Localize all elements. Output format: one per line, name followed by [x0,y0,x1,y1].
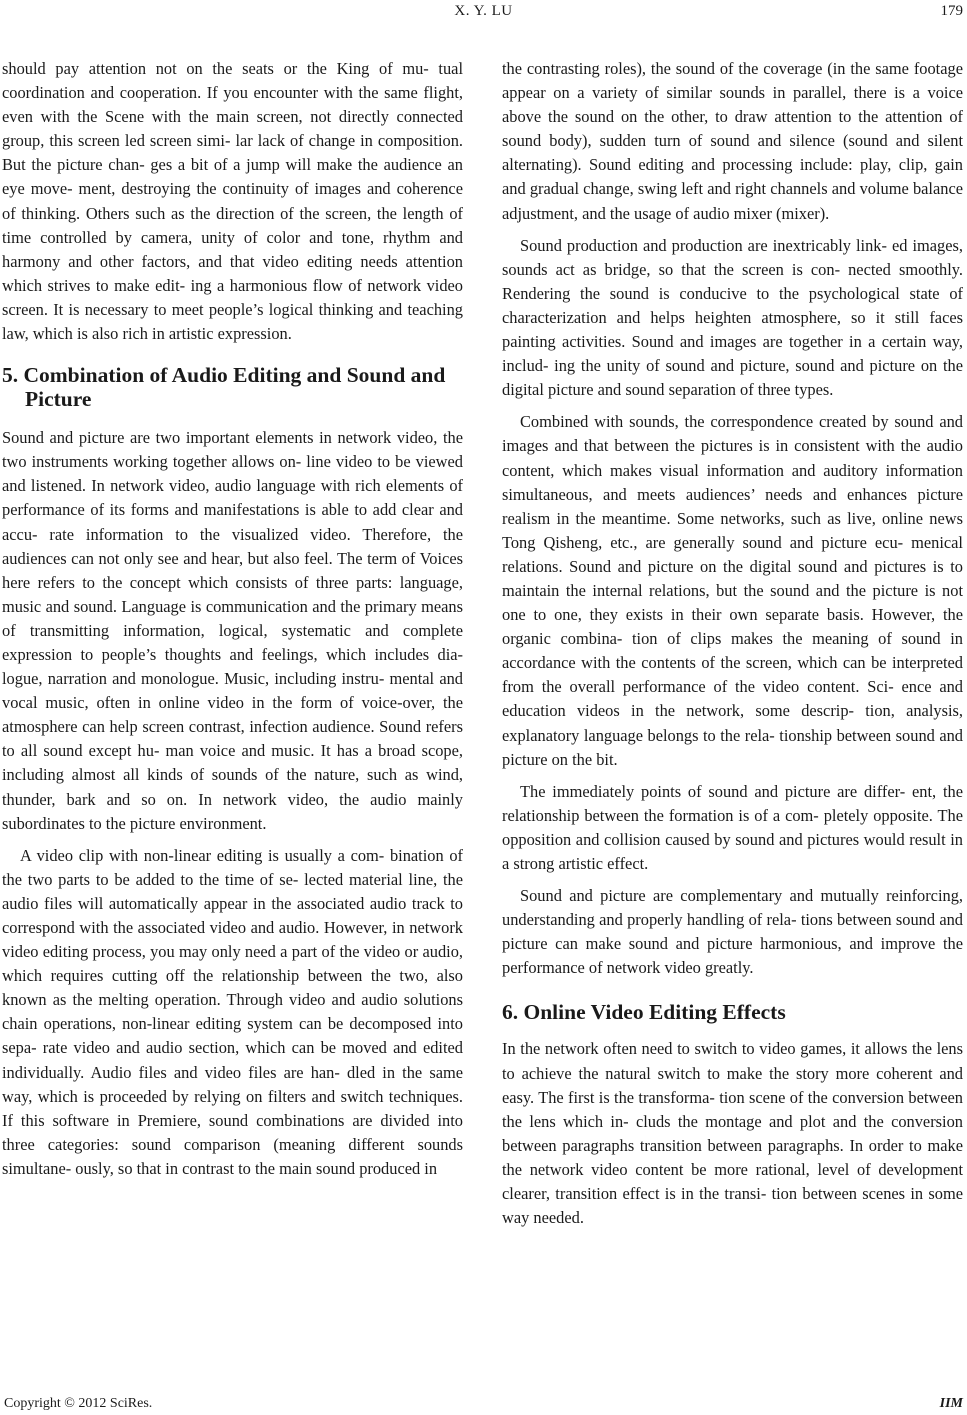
running-title: X. Y. LU [454,3,513,19]
section-heading: 6. Online Video Editing Effects [502,1000,786,1025]
paragraph: should pay attention not on the seats or the King of mu- tual coordination and cooperation. If you encounter with the same flight, even with the Scene with the main screen, not directly connected group, this screen led screen simi- lar lack of change in composition. But the picture chan- ges a bit of a jump will make the audience an eye move- ment, destroying the continuity of images and coherence of thinking. Others such as the direction of the screen, the length of time controlled by camera, unity of color and tone, rhythm and harmony and other factors, and that video editing needs attention which strives to make edit- ing a harmonious flow of network video screen. It is necessary to meet people’s logical thinking and teaching law, which is also rich in artistic expression. [2,59,463,344]
paragraph: Combined with sounds, the correspondence created by sound and images and that between the pictures is in consistent with the audio content, which makes visual information and auditory information simultaneous, and meets audiences’ needs and enhances picture realism in the meantime. Some networks, such as live, online news Tong Qisheng, etc., are generally sound and picture ecu- menical relations. Sound and picture on the digital sound and pictures is to maintain the internal relations, but the sound and the picture is not one to one, they exists in their own separate basis. However, the organic combina- tion of clips makes the meaning of sound in accordance with the contents of the screen, which can be interpreted from the overall performance of the video content. Sci- ence and education videos in the network, some descrip- tion, analysis, explanatory language belongs to the rela- tionship between sound and picture on the bit. [502,412,963,769]
paragraph: Sound and picture are two important elements in network video, the two instruments working together allows on- line video to be viewed and listened. In network video, audio language with rich elements of performance of its forms and manifestations is able to add clear and accu- rate information to the visualized video. Therefore, the audiences can not only see and hear, but also feel. The term of Voices here refers to the concept which consists of three parts: language, music and sound. Language is communication and the primary means of transmitting information, logical, systematic and complete expression to people’s thoughts and feelings, which includes dia- logue, narration and monologue. Music, including instru- mental and vocal music, often in online video in the form of voice-over, the atmosphere can help screen contrast, infection audience. Sound refers to all sound except hu- man voice and music. It has a broad scope, including almost all kinds of sounds of the nature, such as wind, thunder, bark and so on. In network video, the audio mainly subordinates to the picture environment. [2,428,463,833]
paragraph: The immediately points of sound and picture are differ- ent, the relationship between the formation is of a com- pletely opposite. The opposition and collision caused by sound and pictures would result in a strong artistic effect. [502,781,963,873]
paragraph: Sound and picture are complementary and mutually reinforcing, understanding and properly handling of rela- tions between sound and picture can make sound and picture harmonious, and improve the performance of network video greatly. [502,886,963,978]
paragraph: A video clip with non-linear editing is usually a com- bination of the two parts to be added to the time of se- lected material line, the audio files will automatically appear in the associated audio track to correspond with the associated video and audio. However, in network video editing process, you may only need a part of the video or audio, which requires cutting off the relationship between the two, also known as the melting operation. Through video and audio solutions chain operations, non-linear editing system can be decomposed into sepa- rate video and audio section, which can be moved and edited individually. Audio files and video files are han- dled in the same way, which is proceeded by relying on filters and switch techniques. If this software in Premiere, sound combinations are divided into three categories: sound comparison (meaning different sounds simultane- ously, so that in contrast to the main sound produced in [2,845,463,1178]
copyright-notice: Copyright © 2012 SciRes. [4,1396,153,1411]
paragraph: In the network often need to switch to video games, it allows the lens to achieve the natural switch to make the story more coherent and easy. The first is the transforma- tion scene of the conversion between the lens which in- cluds the montage and plot and the conversion between paragraphs transition between paragraphs. In order to make the network video content be more rational, level of development clearer, transition effect is in the transi- tion between scenes in some way needed. [502,1039,963,1228]
right-column [502,57,963,1230]
paragraph: Sound production and production are inextricably link- ed images, sounds act as bridge, so that the screen is con- nected smoothly. Rendering the sound is conducive to the psychological state of characterization and helps heighten atmosphere, so it still faces painting activities. Sound and images are together in a certain way, includ- ing the unity of sound and picture, sound and picture on the digital picture and sound separation of three types. [502,235,963,400]
page-number: 179 [940,3,963,19]
section-heading: 5. Combination of Audio Editing and Sound and Picture [2,363,446,412]
paragraph: the contrasting roles), the sound of the coverage (in the same footage appear on a variety of similar sounds in parallel, there is a voice above the sound on the other, to draw attention to the attention of sound body), sudden turn of sound and silence (sound and silent alternating). Sound editing and processing include: play, clip, gain and gradual change, swing left and right channels and volume balance adjustment, and the usage of audio mixer (mixer). [502,59,963,223]
journal-abbreviation: IIM [939,1396,963,1411]
page-header [0,3,967,25]
left-column [2,57,463,1181]
